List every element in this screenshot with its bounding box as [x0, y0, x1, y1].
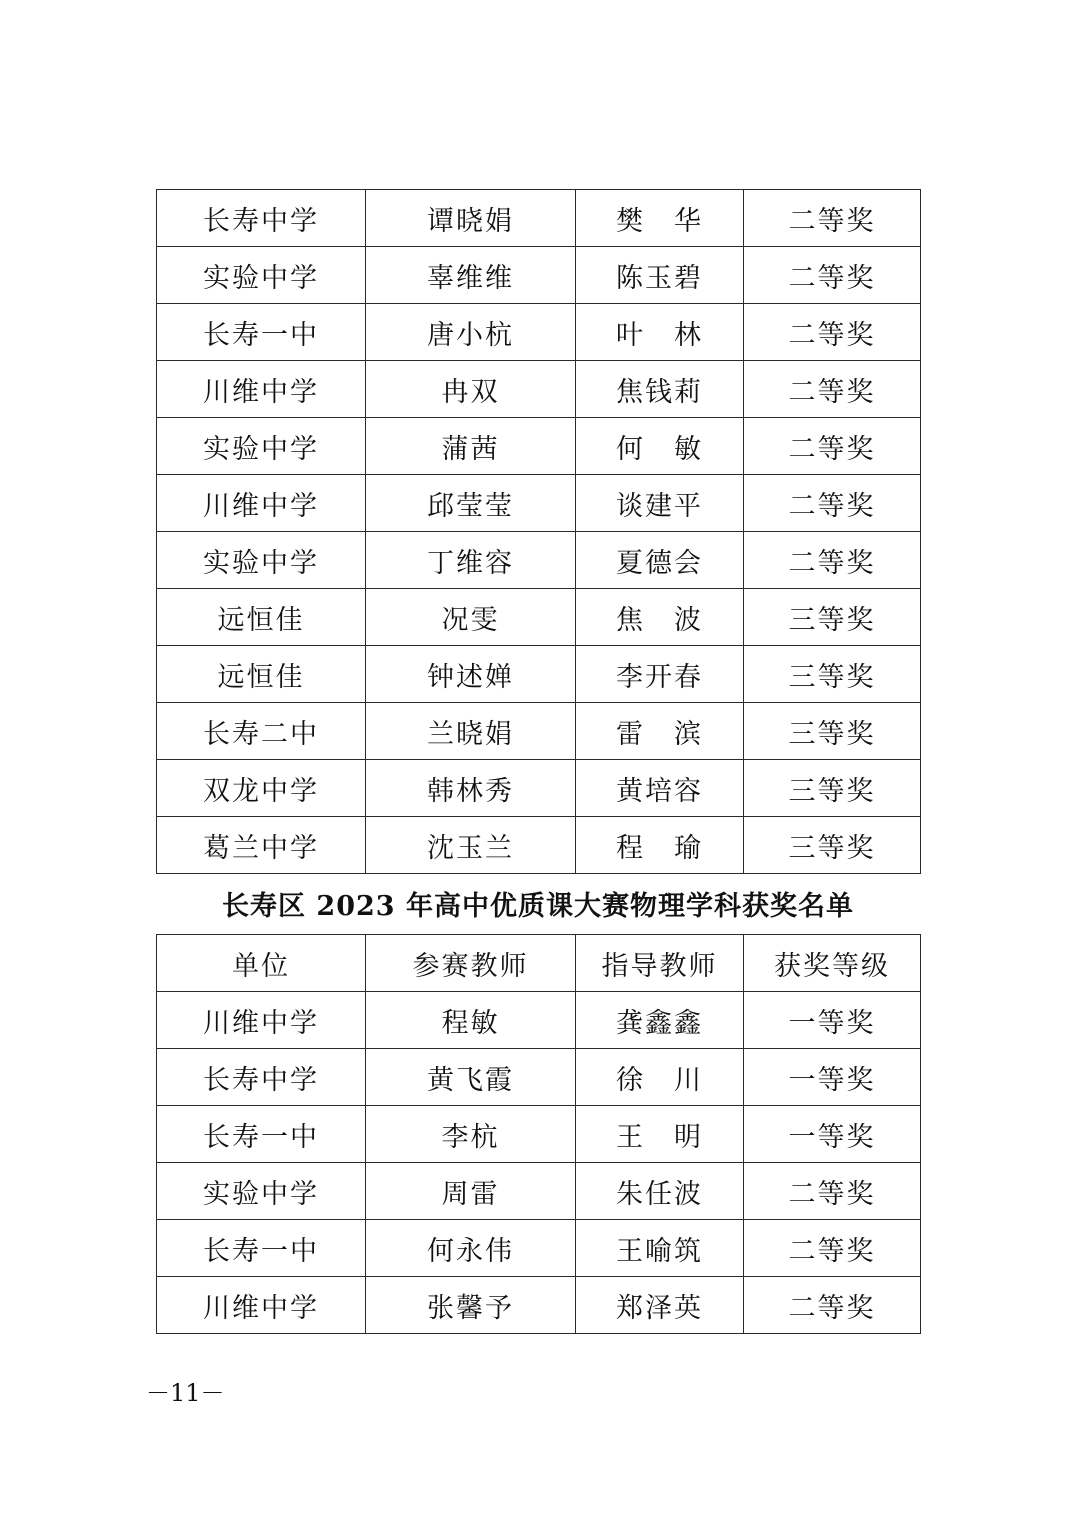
unit-cell: 长寿一中	[157, 304, 366, 361]
table-row	[157, 1163, 921, 1220]
table-row	[157, 1220, 921, 1277]
teacher-cell: 丁维容	[366, 532, 576, 589]
advisor-cell: 朱任波	[576, 1163, 744, 1220]
unit-cell: 川维中学	[157, 361, 366, 418]
table-row	[157, 247, 921, 304]
award-cell: 三等奖	[744, 589, 921, 646]
unit-cell: 长寿二中	[157, 703, 366, 760]
teacher-cell: 黄飞霞	[366, 1049, 576, 1106]
table-row	[157, 646, 921, 703]
physics-award-table	[156, 934, 921, 1334]
page-number: －11－	[146, 1379, 225, 1407]
table-header-row	[157, 935, 921, 992]
teacher-cell: 辜维维	[366, 247, 576, 304]
advisor-cell: 王喻筑	[576, 1220, 744, 1277]
unit-cell: 实验中学	[157, 247, 366, 304]
advisor-cell: 焦钱莉	[576, 361, 744, 418]
unit-cell: 长寿中学	[157, 190, 366, 247]
advisor-cell: 雷 滨	[576, 703, 744, 760]
advisor-cell: 叶 林	[576, 304, 744, 361]
column-header-advisor: 指导教师	[576, 935, 744, 992]
table-row	[157, 532, 921, 589]
advisor-cell: 樊 华	[576, 190, 744, 247]
teacher-cell: 沈玉兰	[366, 817, 576, 874]
award-cell: 一等奖	[744, 992, 921, 1049]
table-row	[157, 190, 921, 247]
table-row	[157, 760, 921, 817]
award-table-continued	[156, 189, 921, 874]
column-header-teacher: 参赛教师	[366, 935, 576, 992]
unit-cell: 双龙中学	[157, 760, 366, 817]
unit-cell: 实验中学	[157, 532, 366, 589]
unit-cell: 实验中学	[157, 418, 366, 475]
advisor-cell: 陈玉碧	[576, 247, 744, 304]
advisor-cell: 黄培容	[576, 760, 744, 817]
unit-cell: 远恒佳	[157, 646, 366, 703]
unit-cell: 川维中学	[157, 475, 366, 532]
table-body	[157, 190, 921, 874]
teacher-cell: 谭晓娟	[366, 190, 576, 247]
section-title: 长寿区 2023 年高中优质课大赛物理学科获奖名单	[222, 891, 854, 922]
advisor-cell: 焦 波	[576, 589, 744, 646]
award-cell: 三等奖	[744, 760, 921, 817]
award-cell: 三等奖	[744, 646, 921, 703]
table-row	[157, 361, 921, 418]
award-cell: 二等奖	[744, 247, 921, 304]
award-cell: 二等奖	[744, 190, 921, 247]
column-header-unit: 单位	[157, 935, 366, 992]
table-row	[157, 703, 921, 760]
table-row	[157, 475, 921, 532]
table-row	[157, 1106, 921, 1163]
unit-cell: 川维中学	[157, 1277, 366, 1334]
award-cell: 二等奖	[744, 1163, 921, 1220]
table-row	[157, 304, 921, 361]
award-cell: 二等奖	[744, 1277, 921, 1334]
advisor-cell: 谈建平	[576, 475, 744, 532]
teacher-cell: 邱莹莹	[366, 475, 576, 532]
award-cell: 二等奖	[744, 1220, 921, 1277]
teacher-cell: 冉双	[366, 361, 576, 418]
table-body	[157, 935, 921, 1334]
award-cell: 一等奖	[744, 1106, 921, 1163]
teacher-cell: 李杭	[366, 1106, 576, 1163]
award-cell: 二等奖	[744, 304, 921, 361]
advisor-cell: 龚鑫鑫	[576, 992, 744, 1049]
advisor-cell: 王 明	[576, 1106, 744, 1163]
advisor-cell: 程 瑜	[576, 817, 744, 874]
unit-cell: 实验中学	[157, 1163, 366, 1220]
teacher-cell: 何永伟	[366, 1220, 576, 1277]
table-row	[157, 1277, 921, 1334]
advisor-cell: 徐 川	[576, 1049, 744, 1106]
advisor-cell: 李开春	[576, 646, 744, 703]
teacher-cell: 唐小杭	[366, 304, 576, 361]
award-cell: 三等奖	[744, 703, 921, 760]
table-row	[157, 1049, 921, 1106]
table-row	[157, 418, 921, 475]
teacher-cell: 兰晓娟	[366, 703, 576, 760]
table-row	[157, 817, 921, 874]
advisor-cell: 何 敏	[576, 418, 744, 475]
teacher-cell: 程敏	[366, 992, 576, 1049]
unit-cell: 长寿中学	[157, 1049, 366, 1106]
unit-cell: 长寿一中	[157, 1220, 366, 1277]
teacher-cell: 蒲茜	[366, 418, 576, 475]
unit-cell: 远恒佳	[157, 589, 366, 646]
teacher-cell: 韩林秀	[366, 760, 576, 817]
teacher-cell: 张馨予	[366, 1277, 576, 1334]
award-cell: 二等奖	[744, 532, 921, 589]
teacher-cell: 钟述婵	[366, 646, 576, 703]
award-cell: 二等奖	[744, 475, 921, 532]
advisor-cell: 夏德会	[576, 532, 744, 589]
unit-cell: 川维中学	[157, 992, 366, 1049]
award-cell: 三等奖	[744, 817, 921, 874]
award-cell: 二等奖	[744, 418, 921, 475]
unit-cell: 葛兰中学	[157, 817, 366, 874]
column-header-award: 获奖等级	[744, 935, 921, 992]
teacher-cell: 周雷	[366, 1163, 576, 1220]
advisor-cell: 郑泽英	[576, 1277, 744, 1334]
table-row	[157, 992, 921, 1049]
table-row	[157, 589, 921, 646]
unit-cell: 长寿一中	[157, 1106, 366, 1163]
award-cell: 一等奖	[744, 1049, 921, 1106]
award-cell: 二等奖	[744, 361, 921, 418]
teacher-cell: 况雯	[366, 589, 576, 646]
